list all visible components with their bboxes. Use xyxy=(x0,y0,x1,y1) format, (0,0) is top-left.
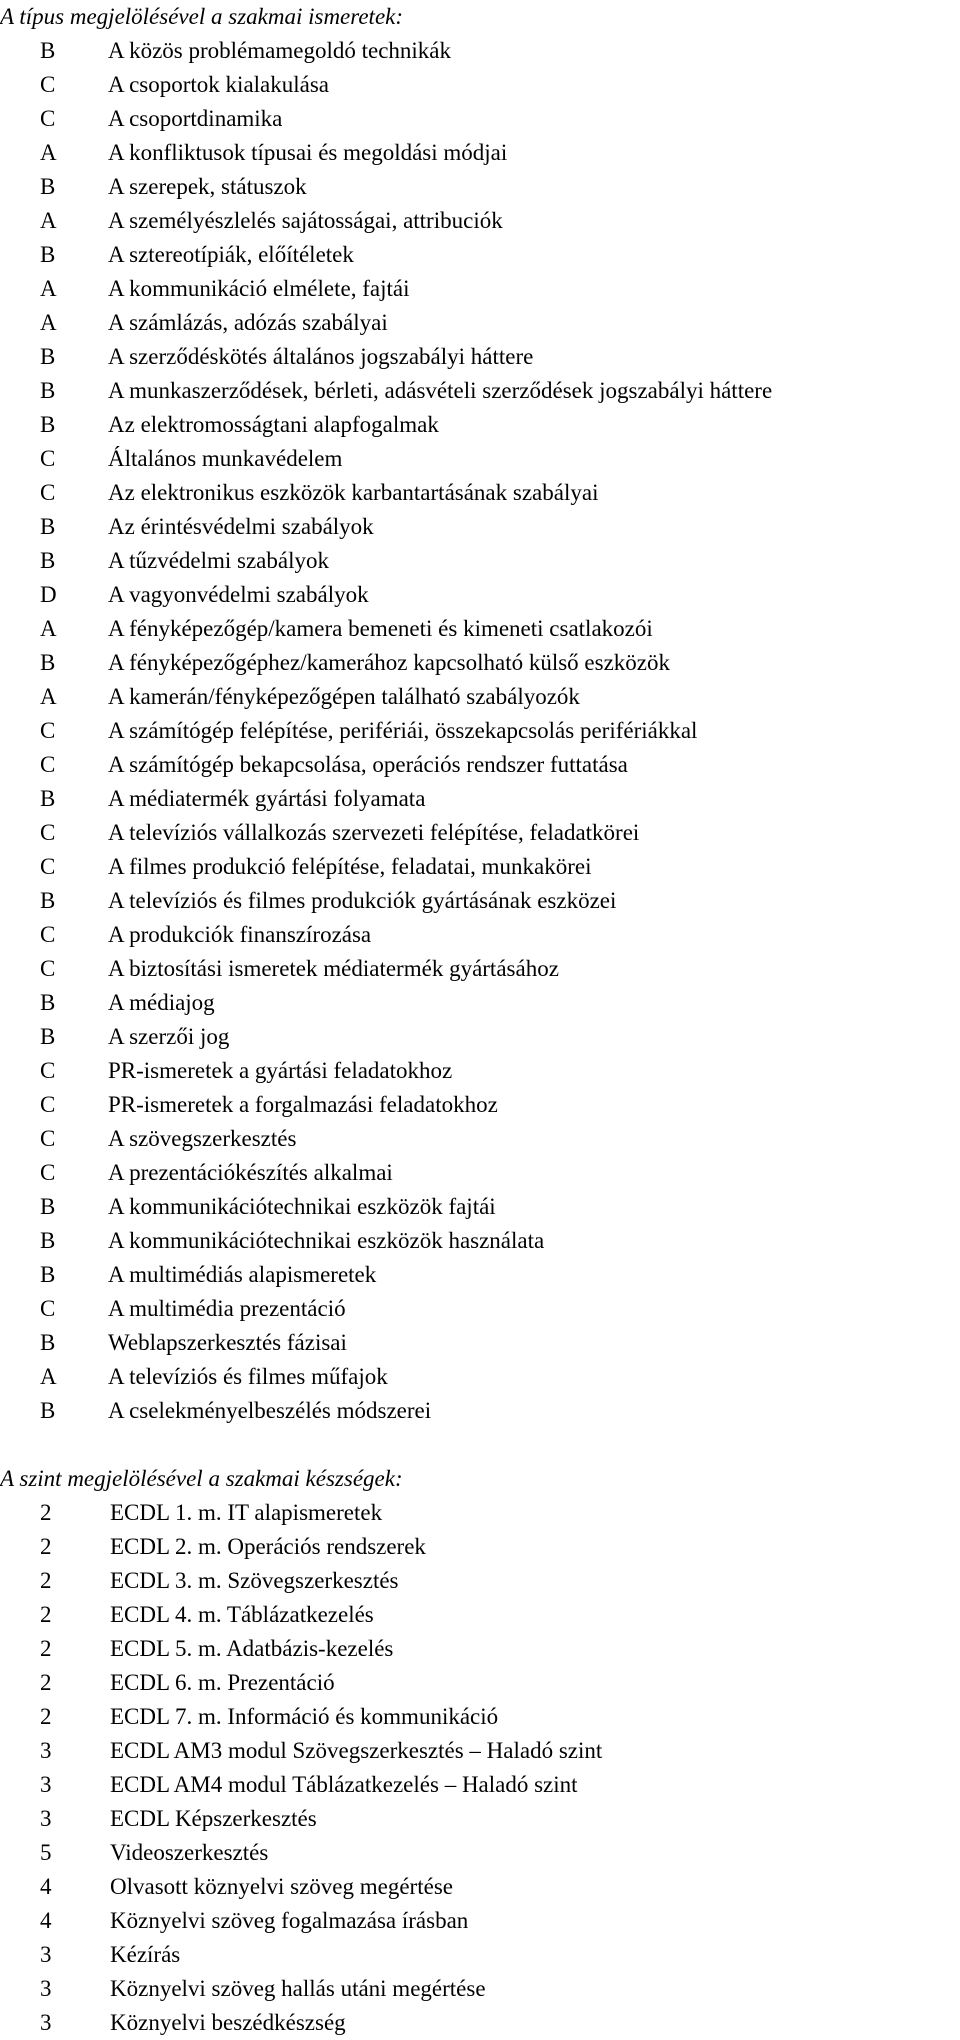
knowledge-item xyxy=(0,578,960,612)
item-code: A xyxy=(40,208,57,233)
skill-item xyxy=(0,1734,960,1768)
knowledge-item xyxy=(0,1088,960,1122)
item-text: PR-ismeretek a forgalmazási feladatokhoz xyxy=(108,1092,498,1117)
item-code: C xyxy=(40,854,56,879)
item-text: A sztereotípiák, előítéletek xyxy=(108,242,354,267)
item-code: B xyxy=(40,1228,56,1253)
item-text: A szövegszerkesztés xyxy=(108,1126,297,1151)
skill-item xyxy=(0,2006,960,2040)
item-code: C xyxy=(40,922,56,947)
item-code: 3 xyxy=(40,2010,52,2035)
item-text: A munkaszerződések, bérleti, adásvételi szerződések jogszabályi háttere xyxy=(108,378,773,403)
knowledge-item xyxy=(0,476,960,510)
knowledge-item xyxy=(0,1258,960,1292)
item-code: B xyxy=(40,548,56,573)
skill-item xyxy=(0,1904,960,1938)
item-code: A xyxy=(40,276,57,301)
knowledge-item xyxy=(0,102,960,136)
knowledge-item xyxy=(0,1122,960,1156)
item-text: A filmes produkció felépítése, feladatai, munkakörei xyxy=(108,854,592,879)
item-code: B xyxy=(40,1262,56,1287)
skill-item xyxy=(0,1530,960,1564)
item-code: B xyxy=(40,990,56,1015)
item-code: B xyxy=(40,412,56,437)
item-code: C xyxy=(40,956,56,981)
skill-item xyxy=(0,1666,960,1700)
item-code: B xyxy=(40,514,56,539)
item-code: B xyxy=(40,1330,56,1355)
item-text: PR-ismeretek a gyártási feladatokhoz xyxy=(108,1058,453,1083)
knowledge-item xyxy=(0,918,960,952)
item-code: B xyxy=(40,1398,56,1423)
item-text: A prezentációkészítés alkalmai xyxy=(108,1160,393,1185)
item-text: ECDL Képszerkesztés xyxy=(110,1806,317,1831)
item-text: Az elektromosságtani alapfogalmak xyxy=(108,412,439,437)
item-text: ECDL 5. m. Adatbázis-kezelés xyxy=(110,1636,394,1661)
knowledge-item xyxy=(0,1224,960,1258)
item-code: B xyxy=(40,888,56,913)
knowledge-item xyxy=(0,1054,960,1088)
item-code: C xyxy=(40,72,56,97)
knowledge-item xyxy=(0,612,960,646)
item-text: A multimédia prezentáció xyxy=(108,1296,346,1321)
knowledge-item xyxy=(0,510,960,544)
item-code: A xyxy=(40,616,57,641)
item-text: A konfliktusok típusai és megoldási módjai xyxy=(108,140,508,165)
item-code: C xyxy=(40,718,56,743)
knowledge-item xyxy=(0,782,960,816)
knowledge-item xyxy=(0,1020,960,1054)
skill-item xyxy=(0,1938,960,1972)
knowledge-item xyxy=(0,884,960,918)
item-code: B xyxy=(40,786,56,811)
item-text: ECDL 3. m. Szövegszerkesztés xyxy=(110,1568,399,1593)
item-code: 3 xyxy=(40,1738,52,1763)
item-code: A xyxy=(40,684,57,709)
item-text: A produkciók finanszírozása xyxy=(108,922,372,947)
knowledge-item xyxy=(0,816,960,850)
item-code: C xyxy=(40,1296,56,1321)
knowledge-item xyxy=(0,442,960,476)
item-code: B xyxy=(40,344,56,369)
item-text: A közös problémamegoldó technikák xyxy=(108,38,452,63)
skill-item xyxy=(0,1836,960,1870)
item-text: A médiajog xyxy=(108,990,215,1015)
item-code: B xyxy=(40,1024,56,1049)
item-text: Köznyelvi beszédkészség xyxy=(110,2010,346,2035)
item-text: A számítógép bekapcsolása, operációs rendszer futtatása xyxy=(108,752,628,777)
item-code: 5 xyxy=(40,1840,52,1865)
item-code: B xyxy=(40,378,56,403)
item-code: B xyxy=(40,650,56,675)
item-text: A biztosítási ismeretek médiatermék gyártásához xyxy=(108,956,559,981)
skill-item xyxy=(0,1632,960,1666)
item-text: A cselekményelbeszélés módszerei xyxy=(108,1398,432,1423)
item-code: C xyxy=(40,752,56,777)
item-text: A csoportdinamika xyxy=(108,106,283,131)
skills-list xyxy=(0,1496,960,2040)
knowledge-item xyxy=(0,170,960,204)
item-text: ECDL 7. m. Információ és kommunikáció xyxy=(110,1704,499,1729)
knowledge-item xyxy=(0,204,960,238)
item-text: A fényképezőgéphez/kamerához kapcsolható külső eszközök xyxy=(108,650,671,675)
item-code: 3 xyxy=(40,1976,52,2001)
item-code: C xyxy=(40,820,56,845)
knowledge-item xyxy=(0,408,960,442)
item-code: C xyxy=(40,1092,56,1117)
item-text: A személyészlelés sajátosságai, attribuciók xyxy=(108,208,503,233)
item-code: C xyxy=(40,1058,56,1083)
knowledge-item xyxy=(0,680,960,714)
knowledge-item xyxy=(0,1156,960,1190)
item-text: Köznyelvi szöveg hallás utáni megértése xyxy=(110,1976,486,2001)
skill-item xyxy=(0,1564,960,1598)
skill-item xyxy=(0,1802,960,1836)
knowledge-heading: A típus megjelölésével a szakmai ismeretek: xyxy=(0,4,404,29)
knowledge-item xyxy=(0,544,960,578)
item-code: A xyxy=(40,140,57,165)
item-code: B xyxy=(40,38,56,63)
item-code: B xyxy=(40,242,56,267)
item-text: A vagyonvédelmi szabályok xyxy=(108,582,369,607)
skill-item xyxy=(0,1870,960,1904)
item-code: A xyxy=(40,1364,57,1389)
item-code: 2 xyxy=(40,1534,52,1559)
item-text: A fényképezőgép/kamera bemeneti és kimeneti csatlakozói xyxy=(108,616,653,641)
skill-item xyxy=(0,1700,960,1734)
item-code: B xyxy=(40,1194,56,1219)
item-text: ECDL AM3 modul Szövegszerkesztés – Haladó szint xyxy=(110,1738,603,1763)
knowledge-item xyxy=(0,1360,960,1394)
item-code: 4 xyxy=(40,1908,52,1933)
knowledge-item xyxy=(0,952,960,986)
item-code: D xyxy=(40,582,57,607)
knowledge-item xyxy=(0,34,960,68)
item-text: ECDL 6. m. Prezentáció xyxy=(110,1670,335,1695)
knowledge-item xyxy=(0,1292,960,1326)
item-text: A televíziós és filmes produkciók gyártásának eszközei xyxy=(108,888,617,913)
knowledge-list xyxy=(0,34,960,1428)
item-text: A szerepek, státuszok xyxy=(108,174,307,199)
item-code: 3 xyxy=(40,1942,52,1967)
item-code: C xyxy=(40,1126,56,1151)
item-code: 3 xyxy=(40,1806,52,1831)
skill-item xyxy=(0,1496,960,1530)
item-text: Kézírás xyxy=(110,1942,181,1967)
item-text: Köznyelvi szöveg fogalmazása írásban xyxy=(110,1908,469,1933)
item-code: 4 xyxy=(40,1874,52,1899)
item-code: C xyxy=(40,1160,56,1185)
knowledge-item xyxy=(0,340,960,374)
knowledge-item xyxy=(0,238,960,272)
skills-heading: A szint megjelölésével a szakmai készségek: xyxy=(0,1466,403,1491)
skill-item xyxy=(0,1598,960,1632)
item-code: 3 xyxy=(40,1772,52,1797)
knowledge-item xyxy=(0,272,960,306)
item-text: Olvasott köznyelvi szöveg megértése xyxy=(110,1874,453,1899)
knowledge-item xyxy=(0,68,960,102)
item-text: ECDL 4. m. Táblázatkezelés xyxy=(110,1602,374,1627)
item-text: A szerzői jog xyxy=(108,1024,230,1049)
item-code: 2 xyxy=(40,1568,52,1593)
item-code: A xyxy=(40,310,57,335)
item-text: A multimédiás alapismeretek xyxy=(108,1262,377,1287)
item-text: A televíziós és filmes műfajok xyxy=(108,1364,388,1389)
item-text: A televíziós vállalkozás szervezeti felépítése, feladatkörei xyxy=(108,820,640,845)
item-code: C xyxy=(40,106,56,131)
item-code: 2 xyxy=(40,1670,52,1695)
item-text: Az elektronikus eszközök karbantartásának szabályai xyxy=(108,480,599,505)
knowledge-item xyxy=(0,748,960,782)
skills-section xyxy=(0,1462,960,2040)
skill-item xyxy=(0,1768,960,1802)
knowledge-item xyxy=(0,646,960,680)
knowledge-item xyxy=(0,306,960,340)
item-code: C xyxy=(40,446,56,471)
knowledge-item xyxy=(0,374,960,408)
item-text: Videoszerkesztés xyxy=(110,1840,269,1865)
item-text: A kommunikációtechnikai eszközök fajtái xyxy=(108,1194,496,1219)
item-text: Weblapszerkesztés fázisai xyxy=(108,1330,347,1355)
knowledge-item xyxy=(0,714,960,748)
knowledge-item xyxy=(0,136,960,170)
item-text: A számlázás, adózás szabályai xyxy=(108,310,388,335)
item-code: B xyxy=(40,174,56,199)
item-text: A kommunikáció elmélete, fajtái xyxy=(108,276,410,301)
knowledge-item xyxy=(0,850,960,884)
knowledge-item xyxy=(0,1326,960,1360)
item-text: A számítógép felépítése, perifériái, összekapcsolás perifériákkal xyxy=(108,718,698,743)
skill-item xyxy=(0,1972,960,2006)
item-code: C xyxy=(40,480,56,505)
item-code: 2 xyxy=(40,1602,52,1627)
item-text: Általános munkavédelem xyxy=(108,446,343,471)
item-text: A kamerán/fényképezőgépen található szabályozók xyxy=(108,684,580,709)
item-code: 2 xyxy=(40,1636,52,1661)
item-text: ECDL AM4 modul Táblázatkezelés – Haladó szint xyxy=(110,1772,578,1797)
item-code: 2 xyxy=(40,1704,52,1729)
item-text: Az érintésvédelmi szabályok xyxy=(108,514,374,539)
item-text: A médiatermék gyártási folyamata xyxy=(108,786,426,811)
knowledge-item xyxy=(0,986,960,1020)
item-text: A csoportok kialakulása xyxy=(108,72,330,97)
item-text: ECDL 2. m. Operációs rendszerek xyxy=(110,1534,426,1559)
item-text: A tűzvédelmi szabályok xyxy=(108,548,329,573)
item-code: 2 xyxy=(40,1500,52,1525)
item-text: A kommunikációtechnikai eszközök használata xyxy=(108,1228,545,1253)
knowledge-item xyxy=(0,1190,960,1224)
item-text: ECDL 1. m. IT alapismeretek xyxy=(110,1500,383,1525)
item-text: A szerződéskötés általános jogszabályi háttere xyxy=(108,344,534,369)
knowledge-item xyxy=(0,1394,960,1428)
